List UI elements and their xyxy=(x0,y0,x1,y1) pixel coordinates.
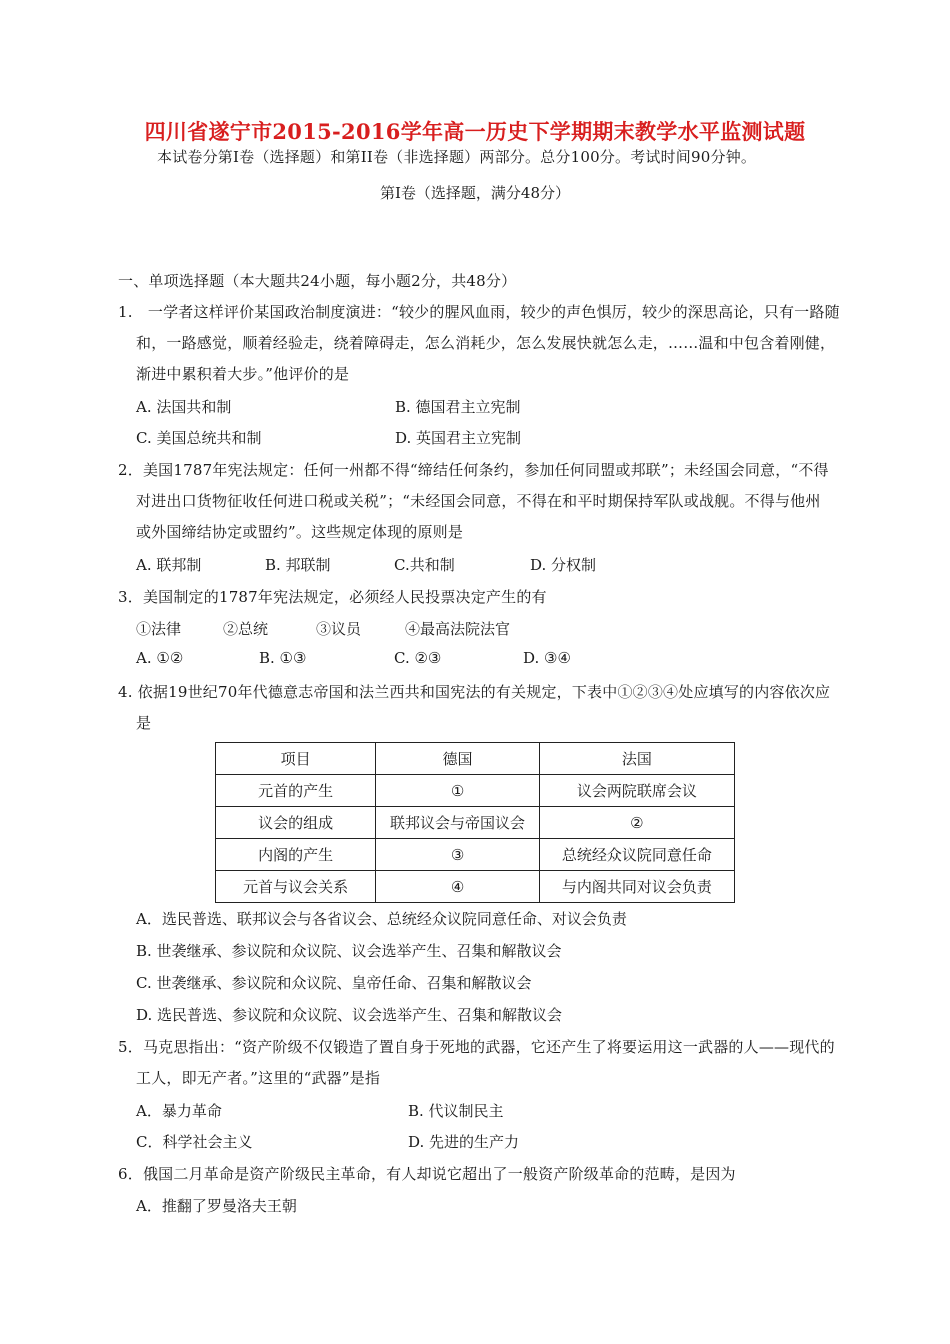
question-5-option-c: C．科学社会主义 xyxy=(136,1133,253,1151)
question-2-option-c: C.共和制 xyxy=(394,556,455,574)
table-cell: 元首的产生 xyxy=(216,775,376,807)
part1-heading: 第I卷（选择题，满分48分） xyxy=(379,184,570,202)
table-row xyxy=(216,807,735,839)
question-6-option-a: A．推翻了罗曼洛夫王朝 xyxy=(136,1197,297,1215)
exam-instructions: 本试卷分第I卷（选择题）和第II卷（非选择题）两部分。总分100分。考试时间90分钟。 xyxy=(157,148,757,166)
question-3-option-d: D. ③④ xyxy=(523,649,571,667)
page-title: 四川省遂宁市2015-2016学年高一历史下学期期末教学水平监测试题 xyxy=(144,119,806,144)
table-cell: ① xyxy=(376,775,539,807)
question-1-option-c: C. 美国总统共和制 xyxy=(136,429,262,447)
question-3-option-b: B. ①③ xyxy=(259,649,307,667)
table-cell: 总统经众议院同意任命 xyxy=(539,839,734,871)
question-3-item: ②总统 xyxy=(223,620,269,638)
question-4-option-a: A．选民普选、联邦议会与各省议会、总统经众议院同意任命、对议会负责 xyxy=(136,910,627,928)
table-header-row xyxy=(216,743,735,775)
table-header-cell: 项目 xyxy=(216,743,376,775)
question-5-line: 5．马克思指出：“资产阶级不仅锻造了置自身于死地的武器，它还产生了将要运用这一武器的人——现代的 xyxy=(118,1038,835,1056)
table-cell: ③ xyxy=(376,839,539,871)
question-5-option-d: D. 先进的生产力 xyxy=(408,1133,520,1151)
question-3-item: ①法律 xyxy=(136,620,182,638)
question-2-option-a: A. 联邦制 xyxy=(136,556,202,574)
question-3-item: ③议员 xyxy=(316,620,362,638)
question-4-option-c: C. 世袭继承、参议院和众议院、皇帝任命、召集和解散议会 xyxy=(136,974,532,992)
question-2-option-b: B. 邦联制 xyxy=(265,556,331,574)
question-2-line: 对进出口货物征收任何进口税或关税”；“未经国会同意，不得在和平时期保持军队或战舰。不得与他州 xyxy=(136,492,821,510)
question-2-option-d: D. 分权制 xyxy=(530,556,597,574)
question-3-line: 3．美国制定的1787年宪法规定，必须经人民投票决定产生的有 xyxy=(118,588,547,606)
table-row xyxy=(216,839,735,871)
question-3-option-c: C. ②③ xyxy=(394,649,442,667)
question-1-option-a: A. 法国共和制 xyxy=(136,398,232,416)
table-cell: ④ xyxy=(376,871,539,903)
question-3-item: ④最高法院法官 xyxy=(405,620,511,638)
question-5-line: 工人，即无产者。”这里的“武器”是指 xyxy=(136,1069,381,1087)
question-1-line: 1. 一学者这样评价某国政治制度演进：“较少的腥风血雨，较少的声色惧厉，较少的深思高论，只有一路随 xyxy=(118,303,840,321)
question-4-option-d: D. 选民普选、参议院和众议院、议会选举产生、召集和解散议会 xyxy=(136,1006,563,1024)
table-row xyxy=(216,871,735,903)
table-cell: 议会两院联席会议 xyxy=(539,775,734,807)
table-cell: 联邦议会与帝国议会 xyxy=(376,807,539,839)
question-5-option-a: A．暴力革命 xyxy=(136,1102,222,1120)
table-cell: 元首与议会关系 xyxy=(216,871,376,903)
table-cell: 内阁的产生 xyxy=(216,839,376,871)
question-4-line: 4. 依据19世纪70年代德意志帝国和法兰西共和国宪法的有关规定，下表中①②③④处应填写的内容依次应 xyxy=(118,683,831,701)
question-2-line: 或外国缔结协定或盟约”。这些规定体现的原则是 xyxy=(136,523,464,541)
question-1-option-d: D. 英国君主立宪制 xyxy=(395,429,522,447)
comparison-table xyxy=(215,742,735,903)
question-1-line: 和，一路感觉，顺着经验走，绕着障碍走，怎么消耗少，怎么发展快就怎么走，……温和中包含着刚健， xyxy=(136,334,836,352)
question-4-option-b: B. 世袭继承、参议院和众议院、议会选举产生、召集和解散议会 xyxy=(136,942,562,960)
question-5-option-b: B. 代议制民主 xyxy=(408,1102,504,1120)
table-row xyxy=(216,775,735,807)
question-2-line: 2．美国1787年宪法规定：任何一州都不得“缔结任何条约，参加任何同盟或邦联”；未经国会同意，“不得 xyxy=(118,461,829,479)
table-cell: ② xyxy=(539,807,734,839)
table-header-cell: 法国 xyxy=(539,743,734,775)
table-cell: 议会的组成 xyxy=(216,807,376,839)
table-cell: 与内阁共同对议会负责 xyxy=(539,871,734,903)
table-header-cell: 德国 xyxy=(376,743,539,775)
question-1-line: 渐进中累积着大步。”他评价的是 xyxy=(136,365,350,383)
question-3-option-a: A. ①② xyxy=(136,649,184,667)
section-heading: 一、单项选择题（本大题共24小题，每小题2分，共48分） xyxy=(118,272,517,290)
question-4-line: 是 xyxy=(136,714,152,732)
question-1-option-b: B. 德国君主立宪制 xyxy=(395,398,521,416)
question-6-line: 6．俄国二月革命是资产阶级民主革命，有人却说它超出了一般资产阶级革命的范畴，是因为 xyxy=(118,1165,736,1183)
